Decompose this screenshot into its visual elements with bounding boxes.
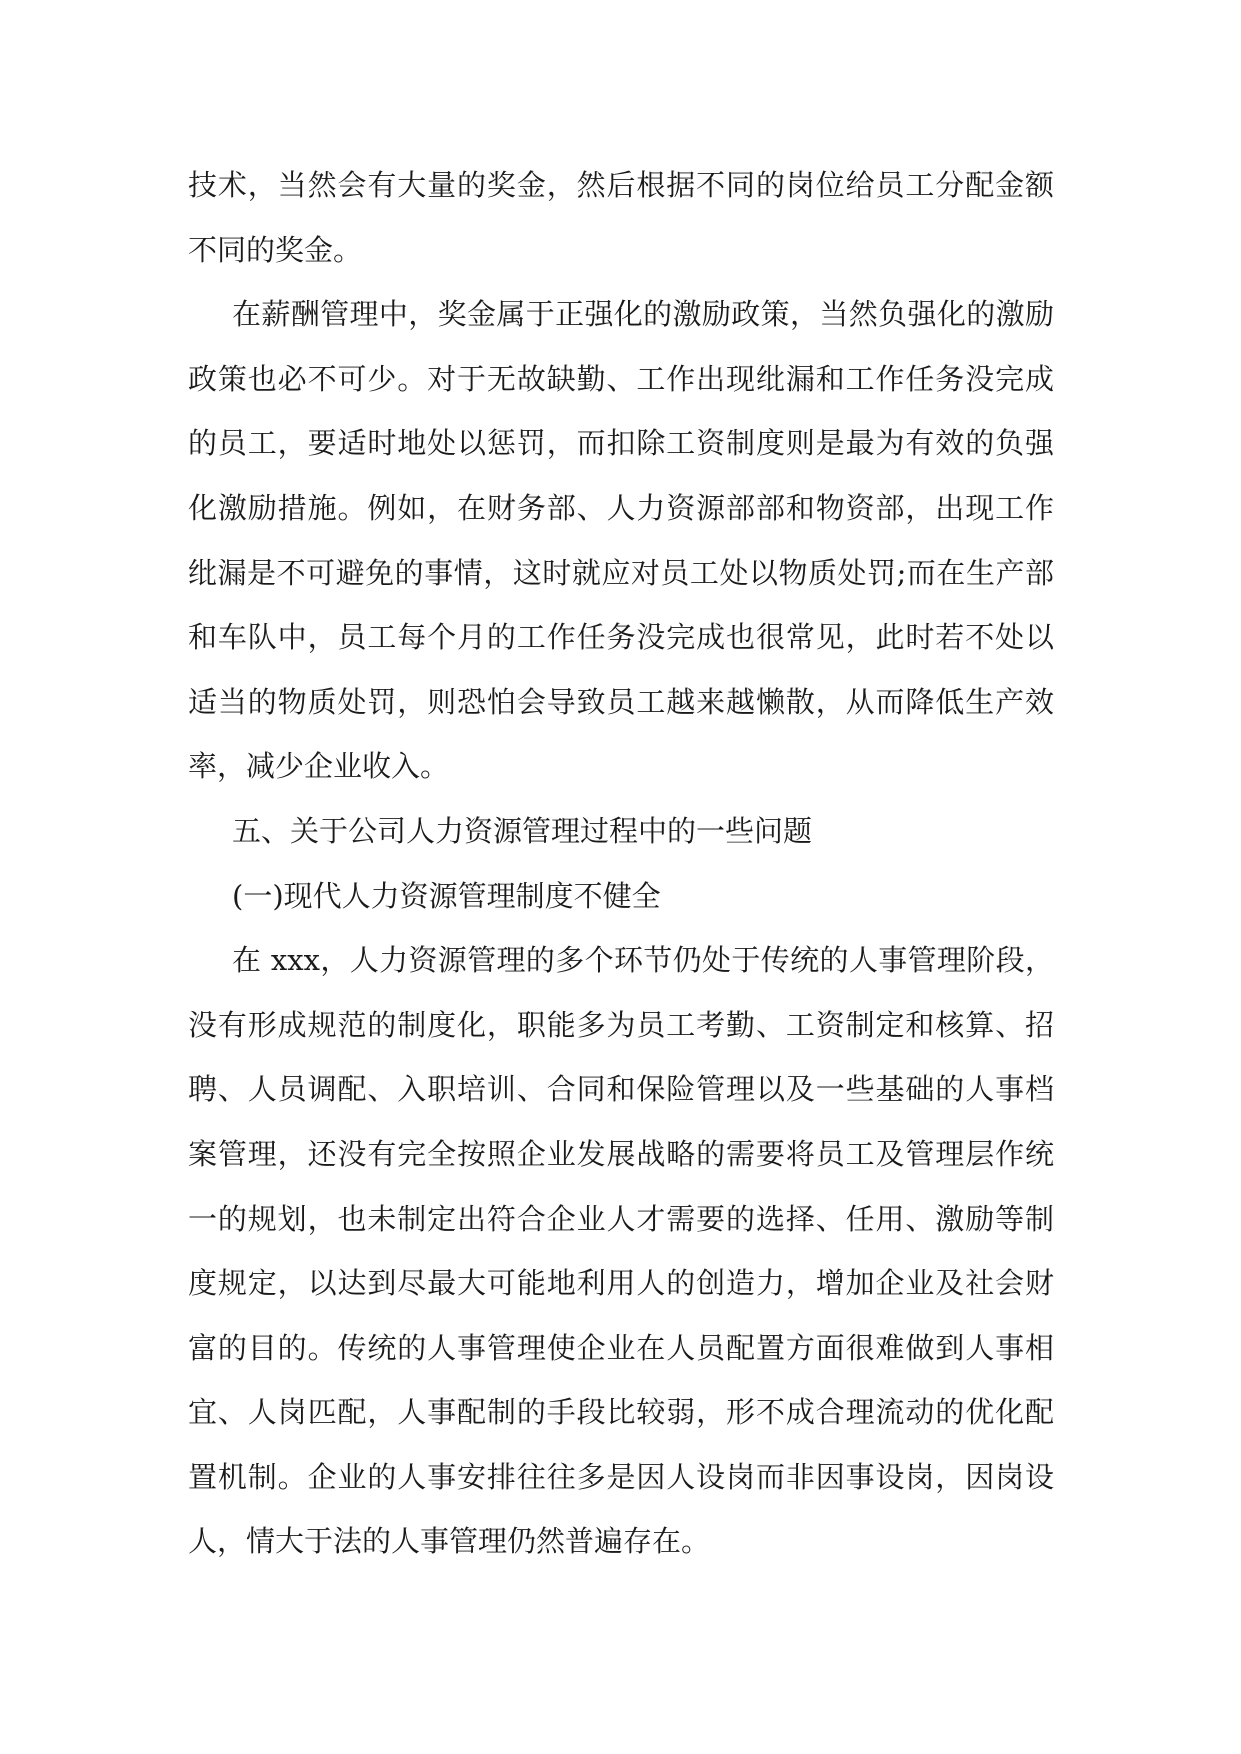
document-body [188,153,1054,1574]
paragraph-hr-system: 在 xxx，人力资源管理的多个环节仍处于传统的人事管理阶段，没有形成规范的制度化，职能多为员工考勤、工资制定和核算、招聘、人员调配、入职培训、合同和保险管理以及一些基础的人事档案管理，还没有完全按照企业发展战略的需要将员工及管理层作统一的规划，也未制定出符合企业人才需要的选择、任用、激励等制度规定，以达到尽最大可能地利用人的创造力，增加企业及社会财富的目的。传统的人事管理使企业在人员配置方面很难做到人事相宜、人岗匹配，人事配制的手段比较弱，形不成合理流动的优化配置机制。企业的人事安排往往多是因人设岗而非因事设岗，因岗设人，情大于法的人事管理仍然普遍存在。 [188,943,1054,1559]
paragraph-continuation: 技术，当然会有大量的奖金，然后根据不同的岗位给员工分配金额不同的奖金。 [188,168,1054,267]
section-heading: 五、关于公司人力资源管理过程中的一些问题 [232,813,813,848]
subsection-heading: (一)现代人力资源管理制度不健全 [232,878,661,913]
paragraph-bonus-policy: 在薪酬管理中，奖金属于正强化的激励政策，当然负强化的激励政策也必不可少。对于无故缺勤、工作出现纰漏和工作任务没完成的员工，要适时地处以惩罚，而扣除工资制度则是最为有效的负强化激励措施。例如，在财务部、人力资源部部和物资部，出现工作纰漏是不可避免的事情，这时就应对员工处以物质处罚;而在生产部和车队中，员工每个月的工作任务没完成也很常见，此时若不处以适当的物质处罚，则恐怕会导致员工越来越懒散，从而降低生产效率，减少企业收入。 [188,297,1054,784]
